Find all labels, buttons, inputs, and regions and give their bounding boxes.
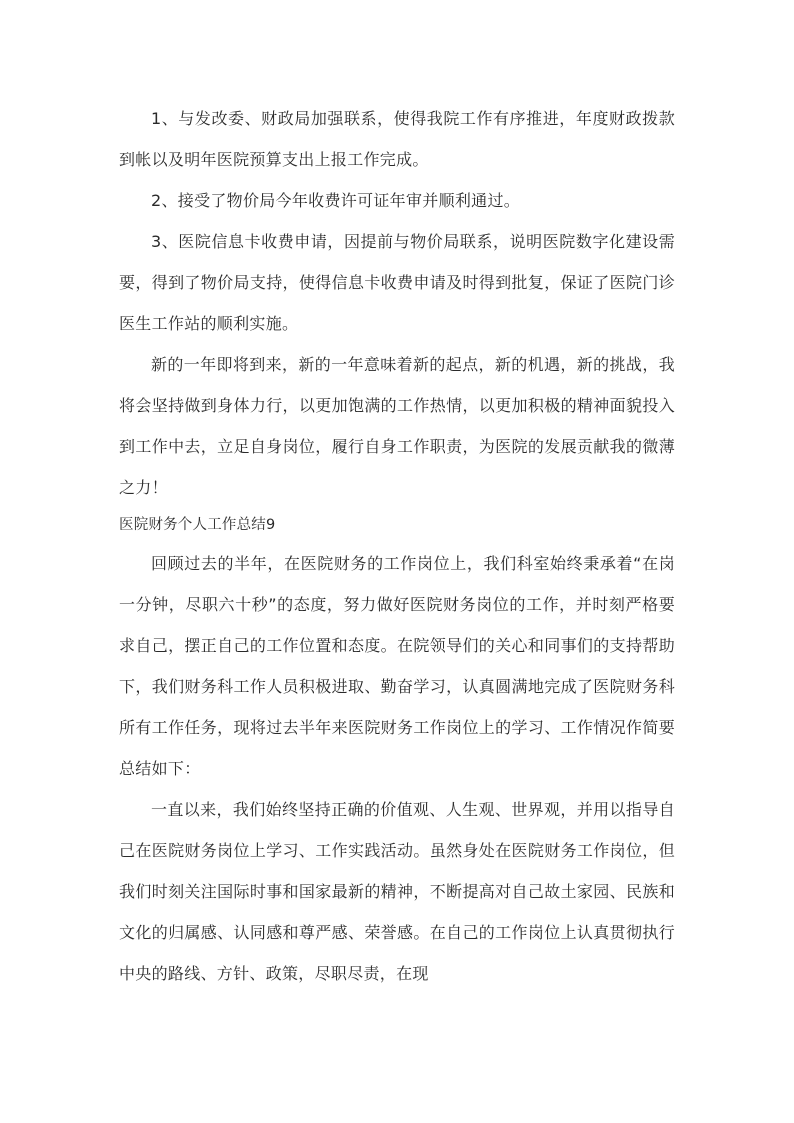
paragraph-item-3: 3、医院信息卡收费申请，因提前与物价局联系，说明医院数字化建设需要，得到了物价局支持，使得信息卡收费申请及时得到批复，保证了医院门诊医生工作站的顺利实施。 [119,232,675,333]
section-title: 医院财务个人工作总结9 [119,517,276,533]
document-page [119,98,675,994]
paragraph-closing: 新的一年即将到来，新的一年意味着新的起点，新的机遇，新的挑战，我将会坚持做到身体力行，以更加饱满的工作热情，以更加积极的精神面貌投入到工作中去，立足自身岗位，履行自身工作职责，为医院的发展贡献我的微薄之力！ [119,355,675,497]
paragraph-item-2: 2、接受了物价局今年收费许可证年审并顺利通过。 [151,191,521,210]
paragraph-review: 回顾过去的半年，在医院财务的工作岗位上，我们科室始终秉承着“在岗一分钟，尽职六十秒”的态度，努力做好医院财务岗位的工作，并时刻严格要求自己，摆正自己的工作位置和态度。在院领导们的关心和同事们的支持帮助下，我们财务科工作人员积极进取、勤奋学习，认真圆满地完成了医院财务科所有工作任务，现将过去半年来医院财务工作岗位上的学习、工作情况作简要总结如下： [119,554,675,778]
paragraph-values: 一直以来，我们始终坚持正确的价值观、人生观、世界观，并用以指导自己在医院财务岗位上学习、工作实践活动。虽然身处在医院财务工作岗位，但我们时刻关注国际时事和国家最新的精神，不断提高对自己故土家园、民族和文化的归属感、认同感和尊严感、荣誉感。在自己的工作岗位上认真贯彻执行中央的路线、方针、政策，尽职尽责，在现 [119,800,675,983]
paragraph-item-1: 1、与发改委、财政局加强联系，使得我院工作有序推进，年度财政拨款到帐以及明年医院预算支出上报工作完成。 [119,109,675,169]
